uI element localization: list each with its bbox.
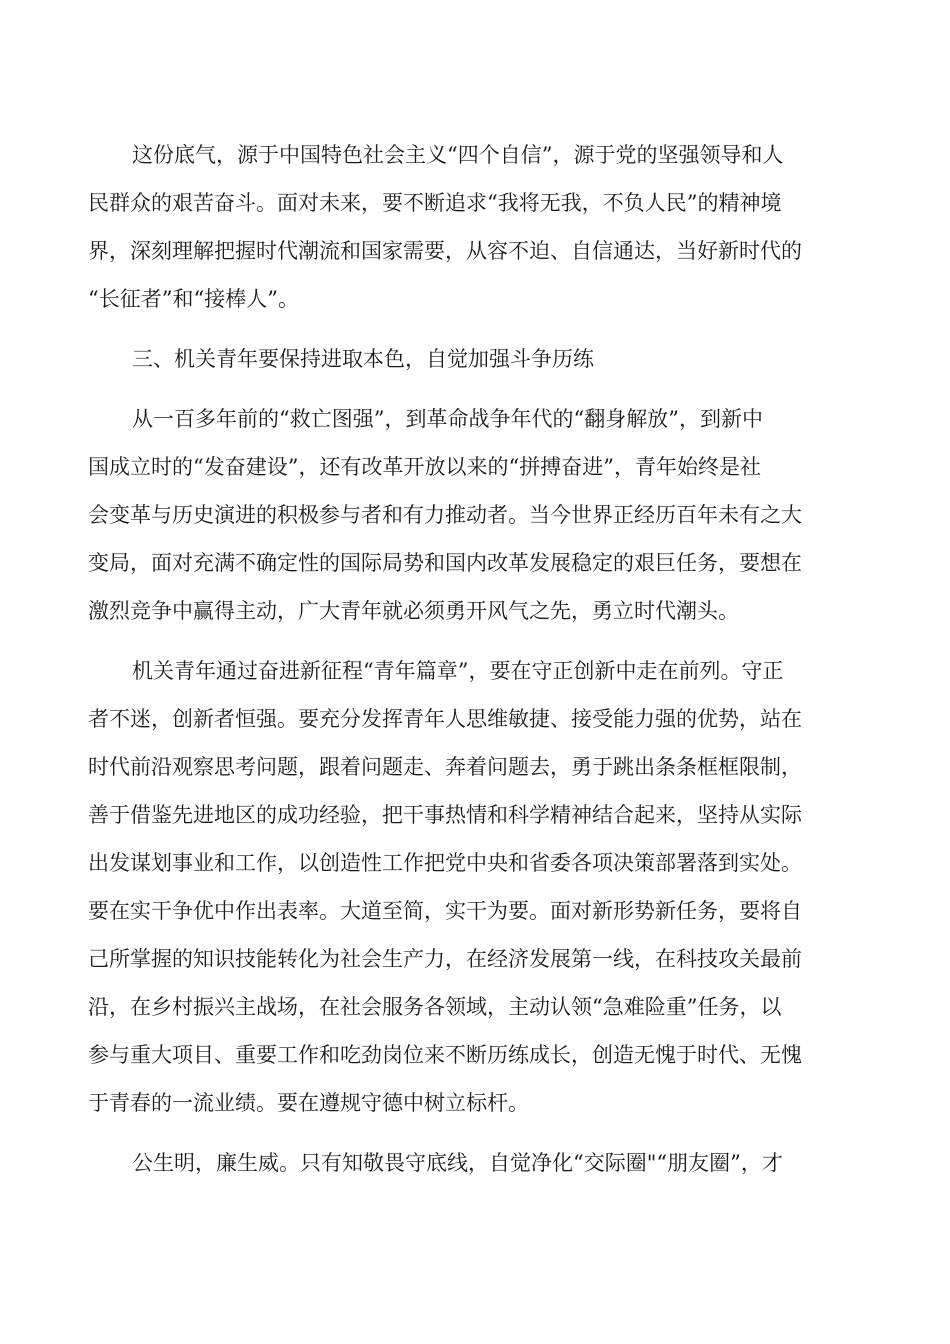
text-line: 沿，在乡村振兴主战场，在社会服务各领域，主动认领“急难险重”任务，以 — [88, 995, 782, 1019]
section-heading-3 — [88, 335, 862, 383]
text-line: 激烈竞争中赢得主动，广大青年就必须勇开风气之先，勇立时代潮头。 — [88, 599, 739, 623]
text-line: 变局，面对充满不确定性的国际局势和国内改革发展稳定的艰巨任务，要想在 — [88, 551, 802, 575]
text-line: 出发谋划事业和工作，以创造性工作把党中央和省委各项决策部署落到实处。 — [88, 851, 802, 875]
paragraph-confidence — [88, 131, 862, 323]
text-line: “长征者”和“接棒人”。 — [88, 287, 299, 311]
paragraph-integrity — [88, 1139, 862, 1187]
text-line: 会变革与历史演进的积极参与者和有力推动者。当今世界正经历百年未有之大 — [88, 503, 802, 527]
text-line: 要在实干争优中作出表率。大道至简，实干为要。面对新形势新任务，要将自 — [88, 899, 802, 923]
document-page — [88, 131, 862, 1187]
text-line: 这份底气，源于中国特色社会主义“四个自信”，源于党的坚强领导和人 — [132, 143, 784, 167]
paragraph-innovation — [88, 647, 862, 1127]
text-line: 公生明，廉生威。只有知敬畏守底线，自觉净化“交际圈"“朋友圈”，才 — [132, 1151, 783, 1175]
text-line: 机关青年通过奋进新征程“青年篇章”，要在守正创新中走在前列。守正 — [132, 659, 784, 683]
text-line: 者不迷，创新者恒强。要充分发挥青年人思维敏捷、接受能力强的优势，站在 — [88, 707, 802, 731]
heading-line: 三、机关青年要保持进取本色，自觉加强斗争历练 — [132, 347, 594, 371]
text-line: 时代前沿观察思考问题，跟着问题走、奔着问题去，勇于跳出条条框框限制， — [88, 755, 802, 779]
text-line: 界，深刻理解把握时代潮流和国家需要，从容不迫、自信通达，当好新时代的 — [88, 239, 802, 263]
text-line: 善于借鉴先进地区的成功经验，把干事热情和科学精神结合起来，坚持从实际 — [88, 803, 802, 827]
text-line: 参与重大项目、重要工作和吃劲岗位来不断历练成长，创造无愧于时代、无愧 — [88, 1043, 802, 1067]
text-line: 于青春的一流业绩。要在遵规守德中树立标杆。 — [88, 1091, 529, 1115]
text-line: 民群众的艰苦奋斗。面对未来，要不断追求“我将无我，不负人民”的精神境 — [88, 191, 782, 215]
text-line: 己所掌握的知识技能转化为社会生产力，在经济发展第一线，在科技攻关最前 — [88, 947, 802, 971]
text-line: 从一百多年前的“救亡图强”，到革命战争年代的“翻身解放”，到新中 — [132, 407, 763, 431]
text-line: 国成立时的“发奋建设”，还有改革开放以来的“拼搏奋进”，青年始终是社 — [88, 455, 761, 479]
paragraph-history — [88, 395, 862, 635]
